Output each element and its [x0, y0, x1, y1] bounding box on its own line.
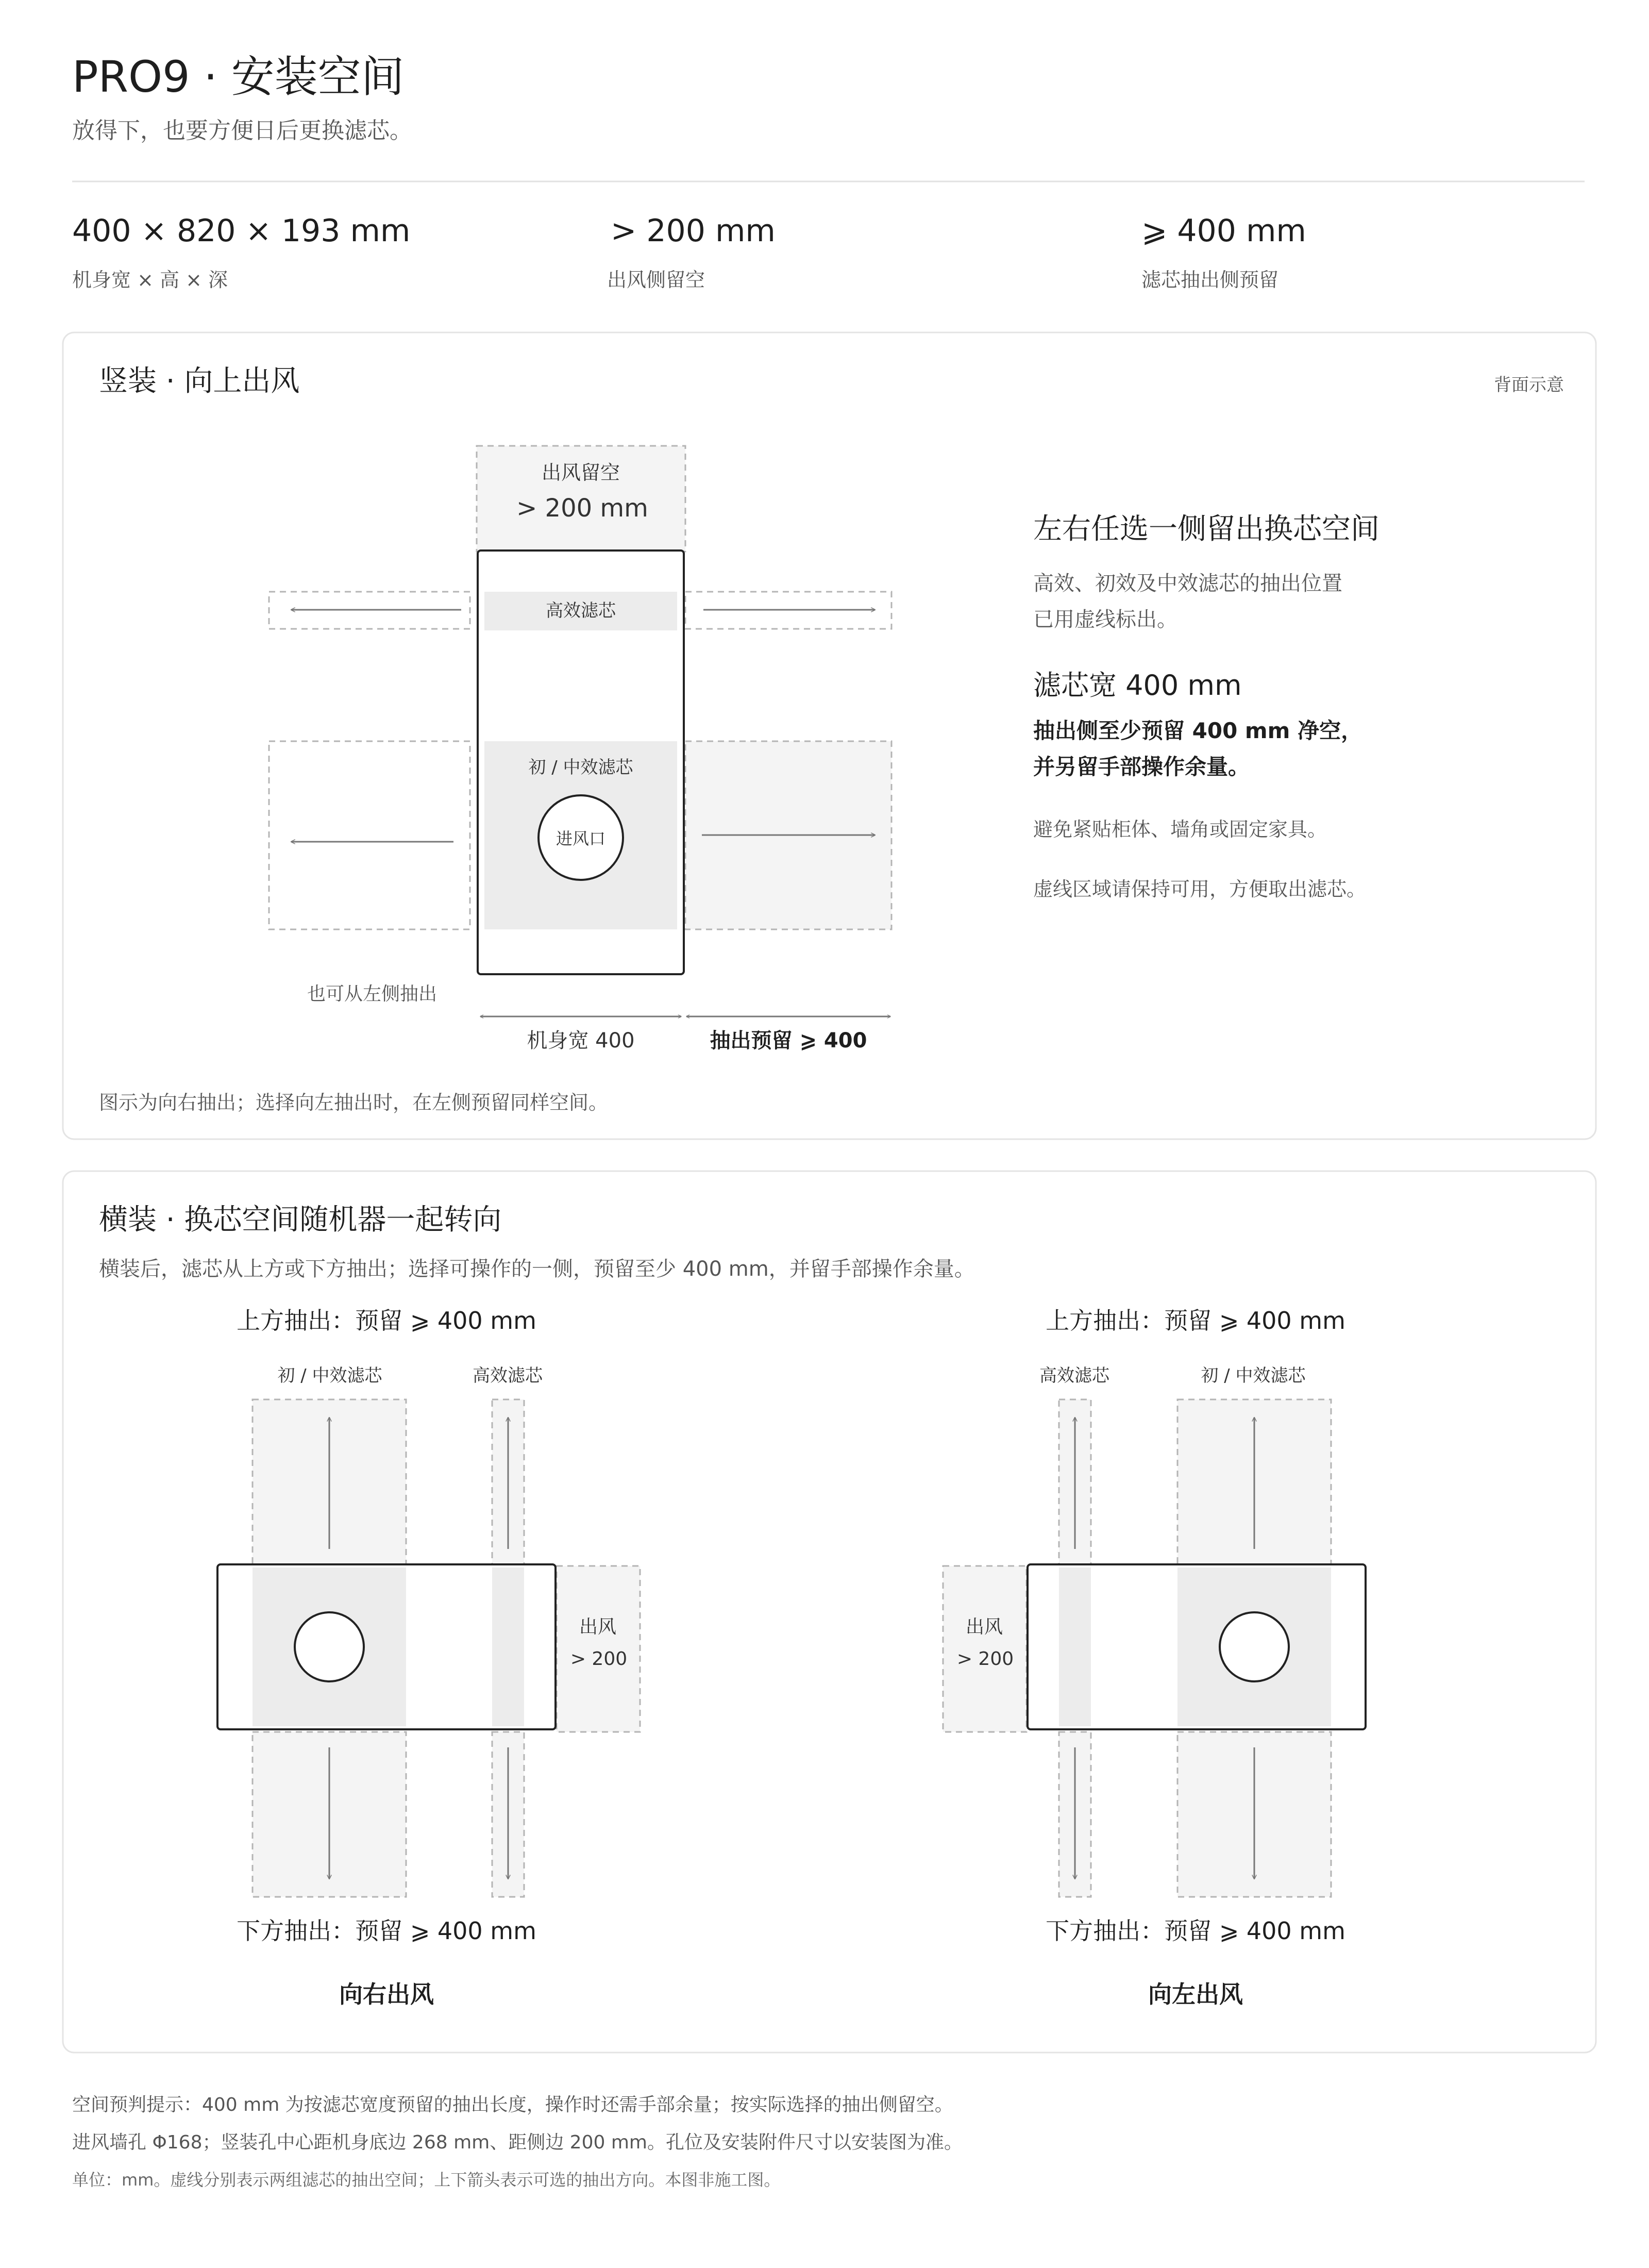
info-note-line1: 避免紧贴柜体、墙角或固定家具。 — [1033, 818, 1327, 841]
right-pre-filter-label: 初 / 中效滤芯 — [1201, 1365, 1306, 1386]
footer-line1: 空间预判提示：400 mm 为按滤芯宽度预留的抽出长度，操作时还需手部余量；按实际选择的抽出侧留空。 — [72, 2094, 953, 2115]
spec-extract-label: 滤芯抽出侧预留 — [1141, 269, 1279, 291]
left-hepa-filter-band — [492, 1567, 524, 1726]
air-inlet-label: 进风口 — [556, 829, 606, 848]
vertical-title: 竖装 · 向上出风 — [99, 364, 300, 398]
info-width-heading: 滤芯宽 400 mm — [1033, 669, 1242, 702]
info-note-line2: 虚线区域请保持可用，方便取出滤芯。 — [1033, 878, 1367, 900]
vertical-install-card — [63, 332, 1596, 1139]
left-pre-filter-label: 初 / 中效滤芯 — [277, 1365, 382, 1386]
hepa-filter-label: 高效滤芯 — [546, 601, 616, 621]
footer-line3: 单位：mm。虚线分别表示两组滤芯的抽出空间；上下箭头表示可选的抽出方向。本图非施工图。 — [72, 2170, 781, 2190]
left-outlet-value: > 200 — [570, 1648, 628, 1670]
spec-outlet-label: 出风侧留空 — [607, 269, 705, 291]
spec-outlet-value: > 200 mm — [611, 213, 776, 249]
right-outlet-value: > 200 — [956, 1648, 1014, 1670]
info-desc-line1: 高效、初效及中效滤芯的抽出位置 — [1033, 572, 1342, 595]
horizontal-title: 横装 · 换芯空间随机器一起转向 — [99, 1203, 502, 1237]
spec-extract-value: ⩾ 400 mm — [1141, 213, 1306, 249]
right-direction-caption: 向左出风 — [1148, 1980, 1243, 2008]
pre-filter-extract-zone-left — [269, 741, 470, 929]
left-inlet-circle — [295, 1612, 364, 1681]
right-inlet-circle — [1220, 1612, 1289, 1681]
info-desc-line2: 已用虚线标出。 — [1033, 608, 1177, 631]
left-hepa-filter-label: 高效滤芯 — [473, 1365, 543, 1386]
dim-extract-label: 抽出预留 ⩾ 400 — [710, 1029, 867, 1053]
info-requirement-line1: 抽出侧至少预留 400 mm 净空， — [1033, 718, 1363, 743]
vertical-caption: 图示为向右抽出；选择向左抽出时，在左侧预留同样空间。 — [99, 1091, 609, 1114]
right-hepa-filter-label: 高效滤芯 — [1039, 1365, 1109, 1386]
left-extract-note: 也可从左侧抽出 — [307, 983, 438, 1005]
info-requirement-line2: 并另留手部操作余量。 — [1033, 754, 1250, 779]
page-title: PRO9 · 安装空间 — [72, 52, 405, 102]
outlet-clearance-label: 出风留空 — [541, 461, 620, 484]
right-top-extract-label: 上方抽出：预留 ⩾ 400 mm — [1046, 1307, 1345, 1335]
left-top-extract-label: 上方抽出：预留 ⩾ 400 mm — [237, 1307, 536, 1335]
left-bottom-extract-label: 下方抽出：预留 ⩾ 400 mm — [237, 1917, 536, 1945]
left-outlet-label: 出风 — [579, 1616, 617, 1638]
horizontal-desc: 横装后，滤芯从上方或下方抽出；选择可操作的一侧，预留至少 400 mm，并留手部操作余量。 — [99, 1257, 975, 1281]
pre-filter-label: 初 / 中效滤芯 — [528, 757, 633, 778]
page-subtitle: 放得下，也要方便日后更换滤芯。 — [72, 118, 412, 144]
right-outlet-label: 出风 — [965, 1616, 1003, 1638]
spec-dimensions-label: 机身宽 × 高 × 深 — [72, 269, 228, 291]
dim-body-width-label: 机身宽 400 — [527, 1029, 635, 1053]
outlet-clearance-value: > 200 mm — [516, 494, 648, 523]
footer-line2: 进风墙孔 Φ168；竖装孔中心距机身底边 268 mm、距侧边 200 mm。孔位及安装附件尺寸以安装图为准。 — [72, 2132, 963, 2153]
right-bottom-extract-label: 下方抽出：预留 ⩾ 400 mm — [1046, 1917, 1345, 1945]
info-heading: 左右任选一侧留出换芯空间 — [1033, 512, 1379, 546]
right-hepa-filter-band — [1059, 1567, 1091, 1726]
left-direction-caption: 向右出风 — [339, 1980, 434, 2008]
spec-dimensions-value: 400 × 820 × 193 mm — [72, 213, 411, 249]
vertical-corner-note: 背面示意 — [1494, 375, 1564, 395]
